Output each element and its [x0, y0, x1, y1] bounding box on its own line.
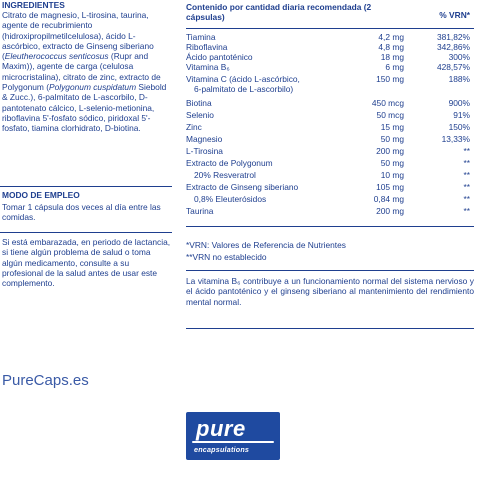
nutrient-vrn-percent: **	[463, 170, 470, 180]
nutrient-name: Magnesio	[186, 134, 223, 144]
nutrient-name: Extracto de Ginseng siberiano	[186, 182, 299, 192]
table-row	[186, 182, 474, 193]
table-header	[186, 0, 474, 28]
nutrient-vrn-percent: **	[463, 206, 470, 216]
nutrient-name: Tiamina	[186, 32, 216, 42]
footnote-vrn: *VRN: Valores de Referencia de Nutrientes	[186, 240, 346, 250]
nutrient-amount: 18 mg	[380, 52, 404, 62]
nutrient-amount: 50 mg	[380, 134, 404, 144]
nutrient-amount: 50 mg	[380, 158, 404, 168]
usage-divider	[0, 186, 172, 187]
note-divider	[186, 270, 474, 271]
table-row	[186, 110, 474, 121]
website-text: PureCaps.es	[2, 372, 89, 389]
nutrient-vrn-percent: **	[463, 146, 470, 156]
logo-word: pure	[196, 416, 246, 441]
nutrient-amount: 105 mg	[376, 182, 404, 192]
nutrient-name: 0,8% Eleuterósidos	[194, 194, 267, 204]
table-row	[186, 122, 474, 133]
nutrient-amount: 200 mg	[376, 146, 404, 156]
table-row	[186, 84, 474, 95]
nutrient-vrn-percent: 13,33%	[441, 134, 470, 144]
nutrient-name: Vitamina B₆	[186, 62, 230, 72]
nutrient-vrn-percent: 900%	[448, 98, 470, 108]
table-header-title: Contenido por cantidad diaria recomendada (2 cápsulas)	[186, 2, 372, 23]
pure-encapsulations-logo	[186, 412, 280, 460]
nutrient-name: 20% Resveratrol	[194, 170, 256, 180]
footnote-divider	[186, 226, 474, 227]
health-claim-note: La vitamina B₆ contribuye a un funcionamiento normal del sistema nervioso y el ácido pantoténico y el ginseng siberiano al mantenimiento del rendimiento mental normal.	[186, 276, 474, 307]
warning-divider	[0, 232, 172, 233]
ingredients-italic-eleutherococcus: Eleutherococcus senticosus	[4, 51, 109, 62]
warning-text: Si está embarazada, en periodo de lactancia, si tiene algún problema de salud o toma algún medicamento, consulte a su profesional de la salud antes de usar este complemento.	[2, 237, 171, 289]
ingredients-text-part1: Citrato de magnesio, L-tirosina, taurina, agente de recubrimiento (hidroxipropilmetilcelulosa), ácido L-ascórbico, extracto de Ginseng siberiano (	[2, 10, 154, 62]
ingredients-text-part3: Siebold & Zucc.), 6-palmitato de L-ascorbilo, D-pantotenato cálcico, L-selenio-metionina, riboflavina 5'-fosfato sódico, piridoxal 5'-fosfato, tiamina clorhidrato, D-biotina.	[2, 82, 167, 134]
table-row	[186, 62, 474, 73]
nutrient-name: Riboflavina	[186, 42, 228, 52]
nutrient-vrn-percent: 188%	[448, 74, 470, 84]
nutrient-name: Selenio	[186, 110, 214, 120]
nutrient-amount: 0,84 mg	[373, 194, 404, 204]
footnote-vrn-not-established: **VRN no establecido	[186, 252, 267, 262]
nutrient-amount: 10 mg	[380, 170, 404, 180]
usage-text: Tomar 1 cápsula dos veces al día entre las comidas.	[2, 202, 161, 223]
nutrient-vrn-percent: **	[463, 194, 470, 204]
table-row	[186, 206, 474, 217]
table-row	[186, 194, 474, 205]
nutrient-name: Vitamina C (ácido L-ascórbico,	[186, 74, 300, 84]
table-row	[186, 146, 474, 157]
nutrient-amount: 150 mg	[376, 74, 404, 84]
nutrient-amount: 450 mcg	[371, 98, 404, 108]
nutrient-amount: 15 mg	[380, 122, 404, 132]
table-header-vrn: % VRN*	[439, 10, 470, 20]
nutrient-name: Zinc	[186, 122, 202, 132]
ingredients-italic-polygonum: Polygonum cuspidatum	[49, 82, 137, 93]
nutrient-amount: 4,8 mg	[378, 42, 404, 52]
logo-swoosh-icon	[192, 441, 274, 443]
table-row	[186, 98, 474, 109]
table-row	[186, 134, 474, 145]
ingredients-text-part2: (Rupr and Maxim)), agente de carga (celulosa microcristalina), citrato de zinc, extracto de Polygonum (	[2, 51, 161, 93]
nutrient-name: Taurina	[186, 206, 214, 216]
nutrient-amount: 4,2 mg	[378, 32, 404, 42]
ingredients-text	[2, 10, 172, 134]
table-row	[186, 158, 474, 169]
nutrient-amount: 50 mcg	[376, 110, 404, 120]
logo-subtitle: encapsulations	[194, 445, 250, 454]
nutrient-vrn-percent: **	[463, 158, 470, 168]
ingredients-title: INGREDIENTES	[2, 0, 65, 10]
nutrient-vrn-percent: **	[463, 182, 470, 192]
nutrient-name: L-Tirosina	[186, 146, 223, 156]
nutrient-vrn-percent: 300%	[448, 52, 470, 62]
table-row	[186, 170, 474, 181]
nutrient-vrn-percent: 381,82%	[436, 32, 470, 42]
note-bottom-divider	[186, 328, 474, 329]
table-header-divider	[186, 28, 474, 29]
nutrient-amount: 200 mg	[376, 206, 404, 216]
nutrient-amount: 6 mg	[385, 62, 404, 72]
nutrient-name: Ácido pantoténico	[186, 52, 253, 62]
nutrient-vrn-percent: 428,57%	[436, 62, 470, 72]
usage-title: MODO DE EMPLEO	[2, 190, 80, 200]
nutrient-vrn-percent: 91%	[453, 110, 470, 120]
nutrient-name: Biotina	[186, 98, 212, 108]
nutrient-name: 6-palmitato de L-ascorbilo)	[194, 84, 294, 94]
nutrient-vrn-percent: 342,86%	[436, 42, 470, 52]
nutrient-vrn-percent: 150%	[448, 122, 470, 132]
nutrient-name: Extracto de Polygonum	[186, 158, 273, 168]
